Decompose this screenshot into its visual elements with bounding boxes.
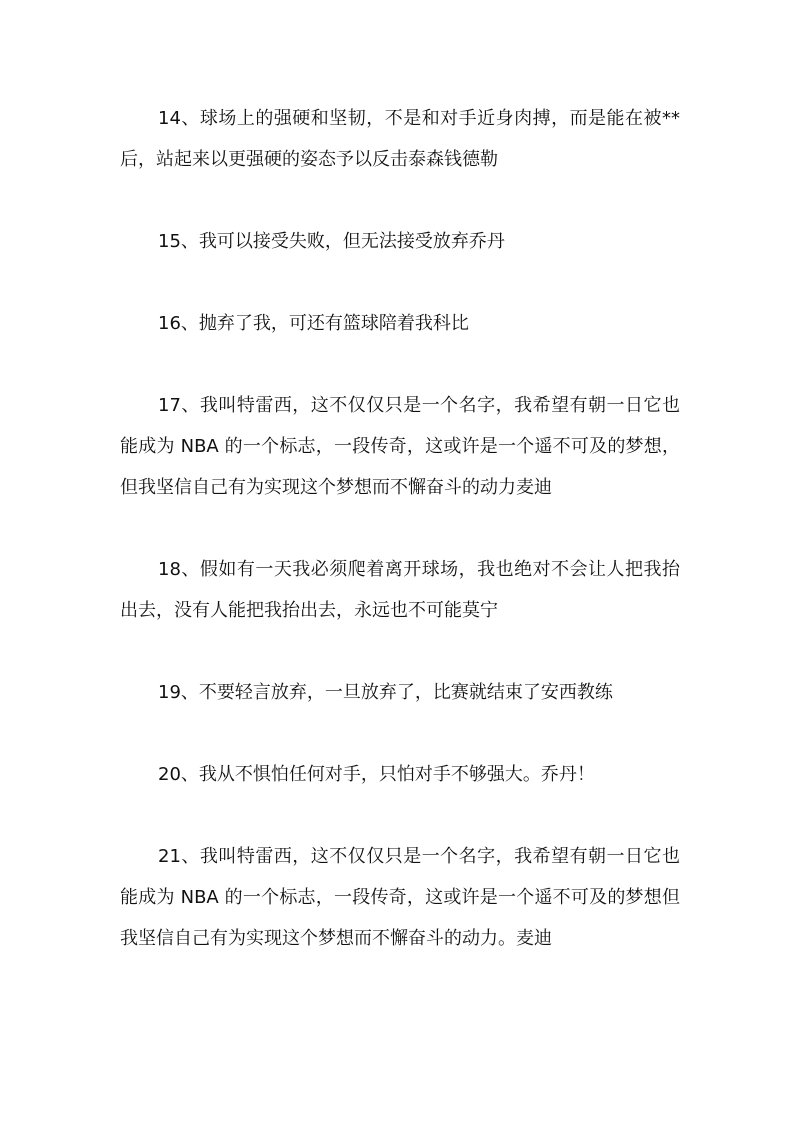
paragraph-18: 18、假如有一天我必须爬着离开球场，我也绝对不会让人把我抬出去，没有人能把我抬出去，永远也不可能莫宁 <box>120 559 680 621</box>
paragraph-21: 21、我叫特雷西，这不仅仅只是一个名字，我希望有朝一日它也能成为 NBA 的一个标志，一段传奇，这或许是一个遥不可及的梦想但我坚信自己有为实现这个梦想而不懈奋斗的动力。麦迪 <box>120 846 680 949</box>
paragraph-16: 16、抛弃了我，可还有篮球陪着我科比 <box>158 313 469 334</box>
paragraph-20: 20、我从不惧怕任何对手，只怕对手不够强大。乔丹！ <box>158 764 595 785</box>
paragraph-15: 15、我可以接受失败，但无法接受放弃乔丹 <box>158 231 505 252</box>
paragraph-19: 19、不要轻言放弃，一旦放弃了，比赛就结束了安西教练 <box>158 682 613 703</box>
paragraph-14: 14、球场上的强硬和坚韧，不是和对手近身肉搏，而是能在被**后，站起来以更强硬的姿态予以反击泰森钱德勒 <box>120 108 680 170</box>
document-body <box>120 98 680 959</box>
paragraph-17: 17、我叫特雷西，这不仅仅只是一个名字，我希望有朝一日它也能成为 NBA 的一个标志，一段传奇，这或许是一个遥不可及的梦想，但我坚信自己有为实现这个梦想而不懈奋斗的动力麦迪 <box>120 395 680 498</box>
